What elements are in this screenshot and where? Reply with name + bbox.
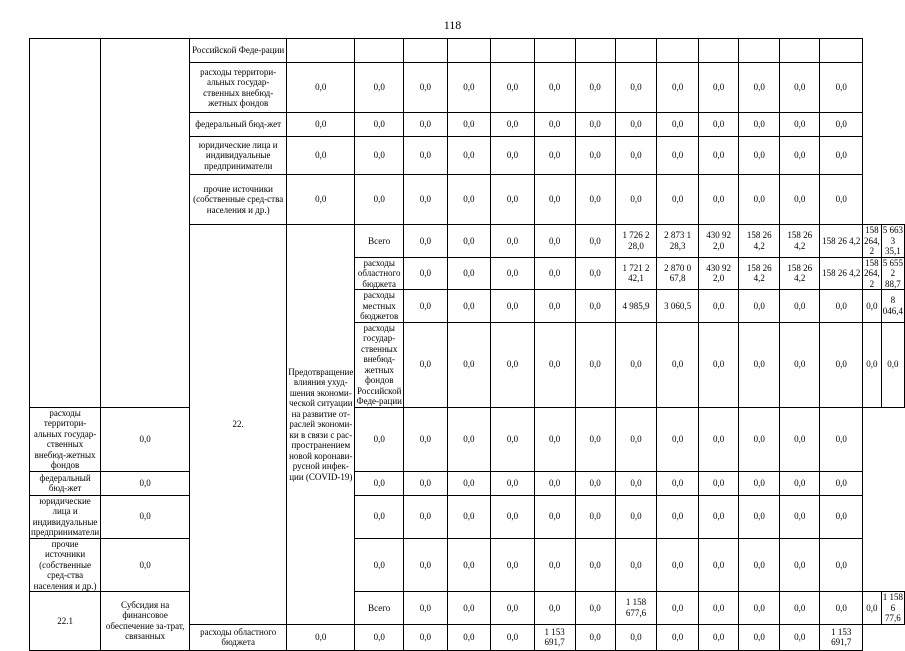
value-cell <box>779 39 820 63</box>
value-cell: 0,0 <box>534 290 575 323</box>
value-cell: 4 985,9 <box>615 290 657 323</box>
value-cell: 8 046,4 <box>881 290 904 323</box>
value-cell: 0,0 <box>739 63 780 113</box>
value-cell: 0,0 <box>615 538 657 592</box>
source-cell: прочие источники (собственные сред-ства населения и др.) <box>30 538 101 592</box>
value-cell: 0,0 <box>657 471 699 495</box>
value-cell: 0,0 <box>404 225 448 258</box>
source-cell: юридические лица и индивидуальные предприниматели <box>190 137 287 175</box>
value-cell: 0,0 <box>404 538 448 592</box>
value-cell: 0,0 <box>820 538 863 592</box>
value-cell: 0,0 <box>404 257 448 290</box>
value-cell: 0,0 <box>698 624 739 650</box>
value-cell: 0,0 <box>739 322 780 407</box>
value-cell: 0,0 <box>739 407 780 471</box>
value-cell: 0,0 <box>575 592 615 625</box>
value-cell: 0,0 <box>287 175 355 225</box>
table-row <box>30 471 905 495</box>
value-cell: 0,0 <box>657 63 699 113</box>
value-cell: 0,0 <box>287 113 355 137</box>
measure-name-cell <box>101 39 190 408</box>
value-cell: 0,0 <box>491 407 535 471</box>
value-cell: 0,0 <box>779 137 820 175</box>
value-cell: 0,0 <box>657 624 699 650</box>
source-cell: расходы местных бюджетов <box>355 290 404 323</box>
value-cell: 0,0 <box>355 175 404 225</box>
value-cell: 0,0 <box>820 322 863 407</box>
measure-name-cell: Субсидия на финансовое обеспечение за-трат, связанных <box>101 592 190 651</box>
value-cell: 0,0 <box>698 137 739 175</box>
source-cell: прочие источники (собственные сред-ства населения и др.) <box>190 175 287 225</box>
value-cell: 0,0 <box>779 63 820 113</box>
value-cell: 0,0 <box>575 538 615 592</box>
value-cell: 0,0 <box>534 113 575 137</box>
value-cell: 0,0 <box>447 137 491 175</box>
value-cell: 5 655 2 88,7 <box>882 257 903 289</box>
value-cell: 0,0 <box>575 471 615 495</box>
value-cell: 0,0 <box>447 257 491 290</box>
value-cell: 0,0 <box>779 113 820 137</box>
value-cell: 158 26 4,2 <box>820 257 863 290</box>
value-cell: 0,0 <box>698 290 739 323</box>
value-cell: 0,0 <box>575 63 615 113</box>
value-cell: 0,0 <box>698 592 739 625</box>
value-cell: 0,0 <box>739 538 780 592</box>
value-cell: 0,0 <box>779 538 820 592</box>
value-cell: 0,0 <box>739 113 780 137</box>
value-cell: 158 26 4,2 <box>820 225 863 258</box>
value-cell: 0,0 <box>657 538 699 592</box>
value-cell: 0,0 <box>739 290 780 323</box>
value-cell: 430 92 2,0 <box>698 257 739 290</box>
value-cell: 0,0 <box>287 137 355 175</box>
value-cell: 0,0 <box>404 407 448 471</box>
value-cell <box>698 39 739 63</box>
value-cell: 0,0 <box>447 471 491 495</box>
value-cell: 0,0 <box>615 471 657 495</box>
value-cell: 0,0 <box>447 538 491 592</box>
value-cell: 0,0 <box>447 592 491 625</box>
value-cell: 0,0 <box>615 322 657 407</box>
value-cell: 0,0 <box>698 113 739 137</box>
value-cell: 0,0 <box>575 257 615 290</box>
table-row <box>30 538 905 592</box>
value-cell: 0,0 <box>447 290 491 323</box>
value-cell: 0,0 <box>447 322 491 407</box>
value-cell: 0,0 <box>698 471 739 495</box>
value-cell: 0,0 <box>779 471 820 495</box>
value-cell: 0,0 <box>779 495 820 538</box>
value-cell <box>491 39 535 63</box>
value-cell <box>657 39 699 63</box>
value-cell: 0,0 <box>534 175 575 225</box>
value-cell: 158 264, 2 <box>864 225 880 256</box>
value-cell: 0,0 <box>575 290 615 323</box>
value-cell: 0,0 <box>575 407 615 471</box>
value-cell: 0,0 <box>657 113 699 137</box>
source-cell: Российской Феде-рации <box>190 39 287 63</box>
value-cell <box>355 39 404 63</box>
value-cell: 0,0 <box>404 137 448 175</box>
value-cell: 0,0 <box>447 407 491 471</box>
source-cell: федеральный бюд-жет <box>190 113 287 137</box>
value-cell: 0,0 <box>698 175 739 225</box>
value-cell: 0,0 <box>615 137 657 175</box>
value-cell: 0,0 <box>657 592 699 625</box>
value-cell: 0,0 <box>287 624 355 650</box>
value-cell: 0,0 <box>881 322 904 407</box>
value-cell: 0,0 <box>820 175 863 225</box>
value-cell: 0,0 <box>447 225 491 258</box>
value-cell: 0,0 <box>355 495 404 538</box>
value-cell: 1 153 691,7 <box>534 624 575 650</box>
value-cell: 0,0 <box>491 538 535 592</box>
value-cell: 0,0 <box>657 137 699 175</box>
value-cell: 1 153 691,7 <box>820 624 863 650</box>
value-cell: 158 26 4,2 <box>739 257 780 290</box>
value-cell: 0,0 <box>657 175 699 225</box>
value-cell: 0,0 <box>779 175 820 225</box>
value-cell <box>615 39 657 63</box>
source-cell: расходы территори-альных государ-ственных внебюд-жетных фондов <box>190 63 287 113</box>
value-cell: 0,0 <box>491 624 535 650</box>
value-cell: 158 26 4,2 <box>779 225 820 258</box>
measure-name-cell: Предотвращение влияния ухуд-шения экономи-ческой ситуации на развитие от-раслей экономи-ки в связи с рас-пространением новой коронави-русной инфек-ции (COVID-19) <box>287 225 355 625</box>
value-cell: 0,0 <box>820 63 863 113</box>
value-cell: 158 26 4,2 <box>739 225 780 258</box>
value-cell: 0,0 <box>355 407 404 471</box>
value-cell: 0,0 <box>287 63 355 113</box>
value-cell: 0,0 <box>534 322 575 407</box>
value-cell: 0,0 <box>355 624 404 650</box>
value-cell: 0,0 <box>698 495 739 538</box>
value-cell: 0,0 <box>404 471 448 495</box>
value-cell: 0,0 <box>491 175 535 225</box>
value-cell: 0,0 <box>534 63 575 113</box>
value-cell: 0,0 <box>779 290 820 323</box>
value-cell: 0,0 <box>355 137 404 175</box>
value-cell: 0,0 <box>779 407 820 471</box>
value-cell: 0,0 <box>355 538 404 592</box>
value-cell: 0,0 <box>739 495 780 538</box>
source-cell: Всего <box>355 225 404 258</box>
value-cell: 0,0 <box>404 290 448 323</box>
value-cell: 0,0 <box>698 538 739 592</box>
value-cell: 0,0 <box>447 63 491 113</box>
value-cell: 0,0 <box>491 495 535 538</box>
value-cell: 0,0 <box>739 471 780 495</box>
value-cell: 0,0 <box>534 225 575 258</box>
value-cell <box>404 39 448 63</box>
value-cell: 0,0 <box>575 113 615 137</box>
value-cell: 0,0 <box>575 495 615 538</box>
value-cell: 0,0 <box>698 322 739 407</box>
value-cell: 0,0 <box>447 495 491 538</box>
value-cell: 430 92 2,0 <box>698 225 739 258</box>
value-cell: 0,0 <box>534 407 575 471</box>
value-cell: 0,0 <box>657 495 699 538</box>
value-cell: 2 870 0 67,8 <box>657 257 699 290</box>
value-cell <box>534 39 575 63</box>
row-number-cell <box>30 39 101 408</box>
value-cell: 0,0 <box>101 471 190 495</box>
value-cell: 1 721 2 42,1 <box>615 257 657 290</box>
value-cell: 0,0 <box>779 592 820 625</box>
value-cell: 0,0 <box>820 137 863 175</box>
value-cell: 0,0 <box>575 137 615 175</box>
value-cell: 0,0 <box>739 137 780 175</box>
value-cell: 0,0 <box>863 290 882 323</box>
value-cell: 0,0 <box>820 471 863 495</box>
value-cell: 0,0 <box>575 624 615 650</box>
value-cell: 0,0 <box>534 592 575 625</box>
row-number-cell: 22.1 <box>30 592 101 651</box>
value-cell: 0,0 <box>355 63 404 113</box>
value-cell: 0,0 <box>534 137 575 175</box>
value-cell: 0,0 <box>355 471 404 495</box>
value-cell: 0,0 <box>404 63 448 113</box>
source-cell: Всего <box>355 592 404 625</box>
value-cell: 0,0 <box>779 624 820 650</box>
source-cell: юридические лица и индивидуальные предприниматели <box>31 495 100 537</box>
value-cell: 0,0 <box>615 175 657 225</box>
value-cell: 0,0 <box>491 63 535 113</box>
value-cell <box>287 39 355 63</box>
table-row <box>30 407 905 471</box>
value-cell: 0,0 <box>534 257 575 290</box>
value-cell: 0,0 <box>491 113 535 137</box>
table-row <box>30 495 905 538</box>
value-cell: 158 26 4,2 <box>779 257 820 290</box>
source-cell: расходы территори-альных государ-ственных внебюд-жетных фондов <box>30 407 101 471</box>
value-cell: 0,0 <box>820 290 863 323</box>
value-cell: 0,0 <box>404 624 448 650</box>
value-cell: 0,0 <box>447 113 491 137</box>
value-cell: 0,0 <box>615 495 657 538</box>
value-cell: 0,0 <box>779 322 820 407</box>
value-cell: 0,0 <box>615 113 657 137</box>
value-cell <box>447 39 491 63</box>
value-cell: 0,0 <box>863 592 882 625</box>
value-cell: 0,0 <box>491 322 535 407</box>
value-cell: 0,0 <box>491 592 535 625</box>
table-row <box>30 39 905 63</box>
value-cell: 0,0 <box>101 495 190 538</box>
value-cell: 0,0 <box>863 322 882 407</box>
value-cell: 0,0 <box>820 113 863 137</box>
value-cell <box>575 39 615 63</box>
value-cell: 0,0 <box>739 592 780 625</box>
value-cell <box>739 39 780 63</box>
value-cell: 1 158 677,6 <box>615 592 657 625</box>
value-cell: 0,0 <box>534 471 575 495</box>
value-cell: 0,0 <box>739 624 780 650</box>
value-cell: 0,0 <box>698 407 739 471</box>
value-cell: 0,0 <box>355 113 404 137</box>
value-cell: 0,0 <box>698 63 739 113</box>
value-cell: 0,0 <box>615 407 657 471</box>
value-cell: 0,0 <box>447 624 491 650</box>
source-cell: расходы областного бюджета <box>190 624 287 650</box>
value-cell: 0,0 <box>739 175 780 225</box>
value-cell: 0,0 <box>101 407 190 471</box>
value-cell: 0,0 <box>404 175 448 225</box>
source-cell: расходы государ-ственных внебюд-жетных фондов Российской Феде-рации <box>356 322 402 406</box>
value-cell: 0,0 <box>404 592 448 625</box>
row-number-cell: 22. <box>190 225 287 625</box>
value-cell: 0,0 <box>534 538 575 592</box>
value-cell: 0,0 <box>404 322 448 407</box>
value-cell: 0,0 <box>534 495 575 538</box>
value-cell: 0,0 <box>575 225 615 258</box>
value-cell <box>820 39 863 63</box>
value-cell: 0,0 <box>404 495 448 538</box>
value-cell: 0,0 <box>657 407 699 471</box>
value-cell: 0,0 <box>657 322 699 407</box>
value-cell: 0,0 <box>101 538 190 592</box>
value-cell: 0,0 <box>615 63 657 113</box>
value-cell: 0,0 <box>820 407 863 471</box>
budget-table <box>29 38 905 651</box>
value-cell: 0,0 <box>575 322 615 407</box>
page-number: 118 <box>443 18 462 32</box>
value-cell: 3 060,5 <box>657 290 699 323</box>
value-cell: 2 873 1 28,3 <box>657 225 699 258</box>
value-cell: 0,0 <box>820 592 863 625</box>
source-cell: федеральный бюд-жет <box>30 471 101 495</box>
value-cell: 5 663 3 35,1 <box>882 225 903 256</box>
value-cell: 158 264, 2 <box>864 257 880 289</box>
value-cell: 1 726 2 28,0 <box>615 225 657 258</box>
value-cell: 0,0 <box>447 175 491 225</box>
value-cell: 0,0 <box>491 257 535 290</box>
value-cell: 0,0 <box>491 471 535 495</box>
value-cell: 0,0 <box>820 495 863 538</box>
table-row <box>30 592 905 625</box>
value-cell: 0,0 <box>404 113 448 137</box>
table-body <box>30 39 905 651</box>
value-cell: 0,0 <box>615 624 657 650</box>
value-cell: 0,0 <box>491 137 535 175</box>
value-cell: 1 158 6 77,6 <box>882 592 903 623</box>
value-cell: 0,0 <box>491 225 535 258</box>
value-cell: 0,0 <box>491 290 535 323</box>
value-cell: 0,0 <box>575 175 615 225</box>
source-cell: расходы областного бюджета <box>355 257 404 290</box>
